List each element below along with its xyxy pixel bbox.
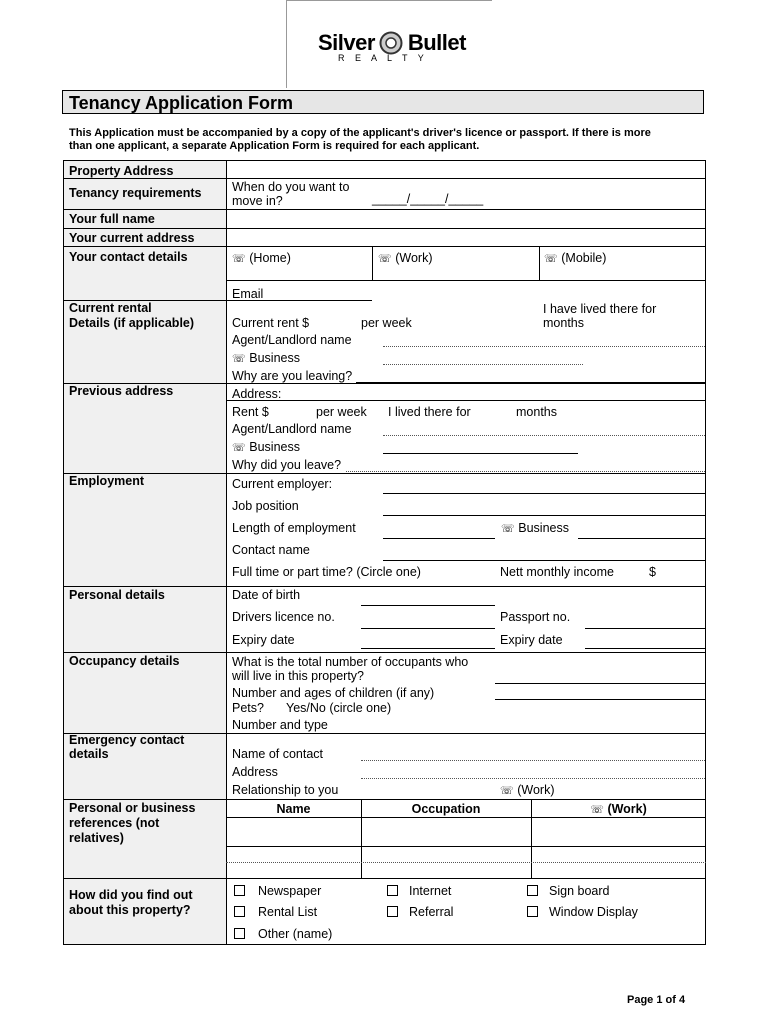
phone-icon: ☏ xyxy=(232,252,246,265)
option-window-display: Window Display xyxy=(549,905,638,919)
emergency-address-label: Address xyxy=(232,765,278,779)
label-find-out: How did you find out xyxy=(69,888,193,902)
row-rule xyxy=(63,246,706,247)
option-rental-list: Rental List xyxy=(258,905,318,919)
label-references-2: references (not xyxy=(69,816,160,830)
why-leaving-label: Why are you leaving? xyxy=(232,369,353,383)
row-rule xyxy=(63,228,706,229)
label-full-name: Your full name xyxy=(69,212,155,226)
page-title: Tenancy Application Form xyxy=(69,93,294,113)
contact-divider xyxy=(372,246,373,280)
option-internet: Internet xyxy=(409,884,452,898)
ref-header-occupation: Occupation xyxy=(411,802,481,816)
prev-rent-label: Rent $ xyxy=(232,405,269,419)
label-emergency-contact-2: details xyxy=(69,747,109,761)
length-employment-field[interactable] xyxy=(383,538,495,539)
job-position-field[interactable] xyxy=(383,515,706,516)
row-rule xyxy=(63,878,706,879)
row-rule xyxy=(63,473,706,474)
drivers-licence-label: Drivers licence no. xyxy=(232,610,335,624)
option-other: Other (name) xyxy=(258,927,333,941)
intro-line-2: than one applicant, a separate Application Form is required for each applicant. xyxy=(69,140,480,152)
occupants-label-2: will live in this property? xyxy=(232,669,364,683)
move-in-date-field[interactable]: _____/_____/_____ xyxy=(372,192,484,206)
logo-subtitle: R E A L T Y xyxy=(338,53,428,63)
full-part-time-label[interactable]: Full time or part time? (Circle one) xyxy=(232,565,421,579)
employer-label: Current employer: xyxy=(232,477,333,491)
logo-brand-left: Silver xyxy=(318,30,375,55)
label-references: Personal or business xyxy=(69,801,196,815)
passport-field[interactable] xyxy=(585,628,706,629)
prev-address-label: Address: xyxy=(232,387,282,401)
length-employment-label: Length of employment xyxy=(232,521,356,535)
expiry-date-label-1: Expiry date xyxy=(232,633,295,647)
prev-months-label: months xyxy=(516,405,557,419)
ref-name-field-1[interactable] xyxy=(227,818,360,845)
agent-landlord-field[interactable] xyxy=(383,346,705,347)
lived-there-label: I have lived there for xyxy=(543,302,657,316)
move-in-label-2: move in? xyxy=(232,194,283,208)
emergency-address-field[interactable] xyxy=(361,778,705,779)
children-field[interactable] xyxy=(495,699,706,700)
why-left-label: Why did you leave? xyxy=(232,458,342,472)
label-personal-details: Personal details xyxy=(69,588,165,602)
label-property-address: Property Address xyxy=(69,164,174,178)
checkbox-icon[interactable] xyxy=(234,906,245,917)
children-label: Number and ages of children (if any) xyxy=(232,686,435,700)
option-newspaper: Newspaper xyxy=(258,884,322,898)
title-bar xyxy=(62,90,704,114)
per-week-label: per week xyxy=(361,316,412,330)
option-sign-board: Sign board xyxy=(549,884,610,898)
label-contact-details: Your contact details xyxy=(69,250,188,264)
agent-landlord-label: Agent/Landlord name xyxy=(232,333,352,347)
logo-brand-right: Bullet xyxy=(407,30,466,55)
employer-field[interactable] xyxy=(383,493,706,494)
email-field[interactable] xyxy=(226,300,372,301)
label-tenancy-requirements: Tenancy requirements xyxy=(69,186,202,200)
work-phone-field[interactable] xyxy=(378,252,433,265)
emp-business-phone-label xyxy=(501,522,569,535)
emergency-name-field[interactable] xyxy=(361,760,705,761)
checkbox-icon[interactable] xyxy=(527,885,538,896)
expiry-date-label-2: Expiry date xyxy=(500,633,563,647)
email-label: Email xyxy=(232,287,264,301)
label-current-address: Your current address xyxy=(69,231,195,245)
pets-label: Pets? xyxy=(232,701,264,715)
row-rule xyxy=(226,280,706,281)
row-rule xyxy=(63,586,706,587)
label-find-out-2: about this property? xyxy=(69,903,191,917)
home-phone-field[interactable] xyxy=(232,252,291,265)
phone-icon: ☏ xyxy=(590,803,604,816)
checkbox-icon[interactable] xyxy=(387,906,398,917)
contact-name-label: Contact name xyxy=(232,543,310,557)
label-previous-address: Previous address xyxy=(69,384,174,398)
phone-icon: ☏ xyxy=(232,352,246,365)
logo-top-rule xyxy=(286,0,492,1)
checkbox-icon[interactable] xyxy=(234,885,245,896)
prev-per-week-label: per week xyxy=(316,405,367,419)
phone-icon: ☏ xyxy=(500,784,514,797)
emergency-name-label: Name of contact xyxy=(232,747,324,761)
ref-name-field-2[interactable] xyxy=(227,847,360,877)
label-current-rental-2: Details (if applicable) xyxy=(69,316,195,330)
work-label: (Work) xyxy=(395,251,433,265)
why-leaving-field[interactable] xyxy=(356,382,706,383)
phone-icon: ☏ xyxy=(544,252,558,265)
expiry-date-field-1[interactable] xyxy=(361,648,495,649)
emergency-work-label: (Work) xyxy=(517,783,555,797)
occupants-field[interactable] xyxy=(495,683,706,684)
label-emergency-contact: Emergency contact xyxy=(69,733,185,747)
emp-business-label: Business xyxy=(518,521,569,535)
checkbox-icon[interactable] xyxy=(387,885,398,896)
prev-address-field[interactable] xyxy=(226,400,706,401)
prev-business-label: Business xyxy=(249,440,300,454)
label-employment: Employment xyxy=(69,474,145,488)
contact-name-field[interactable] xyxy=(383,560,706,561)
occupants-label: What is the total number of occupants who xyxy=(232,655,469,669)
business-phone-label xyxy=(232,352,300,365)
label-references-3: relatives) xyxy=(69,831,124,845)
row-rule xyxy=(63,178,706,179)
ref-header-work-label: (Work) xyxy=(607,802,647,816)
ref-header-name: Name xyxy=(276,802,311,816)
phone-icon: ☏ xyxy=(378,252,392,265)
number-type-field[interactable] xyxy=(226,733,706,734)
logo-divider xyxy=(286,0,287,88)
dollar-sign: $ xyxy=(649,565,656,579)
row-rule xyxy=(63,799,706,800)
checkbox-icon[interactable] xyxy=(527,906,538,917)
prev-agent-label: Agent/Landlord name xyxy=(232,422,352,436)
bullet-logo-icon xyxy=(379,31,403,55)
label-occupancy-details: Occupancy details xyxy=(69,654,180,668)
intro-line-1: This Application must be accompanied by a copy of the applicant's driver's licence or passport. If there is more xyxy=(69,127,651,139)
emergency-work-phone-label xyxy=(500,784,555,797)
passport-label: Passport no. xyxy=(500,610,571,624)
page-number: Page 1 of 4 xyxy=(627,994,686,1006)
number-type-label: Number and type xyxy=(232,718,328,732)
phone-icon: ☏ xyxy=(501,522,515,535)
home-label: (Home) xyxy=(249,251,291,265)
prev-agent-field[interactable] xyxy=(383,435,705,436)
prev-business-field[interactable] xyxy=(383,453,578,454)
option-referral: Referral xyxy=(409,905,454,919)
nett-income-label: Nett monthly income xyxy=(500,565,614,579)
job-position-label: Job position xyxy=(232,499,299,513)
label-current-rental: Current rental xyxy=(69,301,152,315)
move-in-label: When do you want to xyxy=(232,180,350,194)
dob-field[interactable] xyxy=(361,605,495,606)
mobile-phone-field[interactable] xyxy=(544,252,606,265)
business-phone-field[interactable] xyxy=(383,364,583,365)
contact-divider xyxy=(539,246,540,280)
current-rent-label: Current rent $ xyxy=(232,316,310,330)
emp-business-field[interactable] xyxy=(578,538,706,539)
drivers-licence-field[interactable] xyxy=(361,628,495,629)
prev-lived-label: I lived there for xyxy=(388,405,471,419)
expiry-date-field-2[interactable] xyxy=(585,648,706,649)
checkbox-icon[interactable] xyxy=(234,928,245,939)
row-rule xyxy=(63,209,706,210)
phone-icon: ☏ xyxy=(232,441,246,454)
pets-yes-no[interactable]: Yes/No (circle one) xyxy=(286,701,392,715)
relationship-label: Relationship to you xyxy=(232,783,339,797)
lived-there-months: months xyxy=(543,316,584,330)
why-left-field[interactable] xyxy=(346,471,705,472)
mobile-label: (Mobile) xyxy=(561,251,607,265)
dob-label: Date of birth xyxy=(232,588,301,602)
business-label: Business xyxy=(249,351,300,365)
ref-header-work-phone xyxy=(531,803,706,816)
row-rule xyxy=(63,652,706,653)
prev-business-phone-label xyxy=(232,441,300,454)
